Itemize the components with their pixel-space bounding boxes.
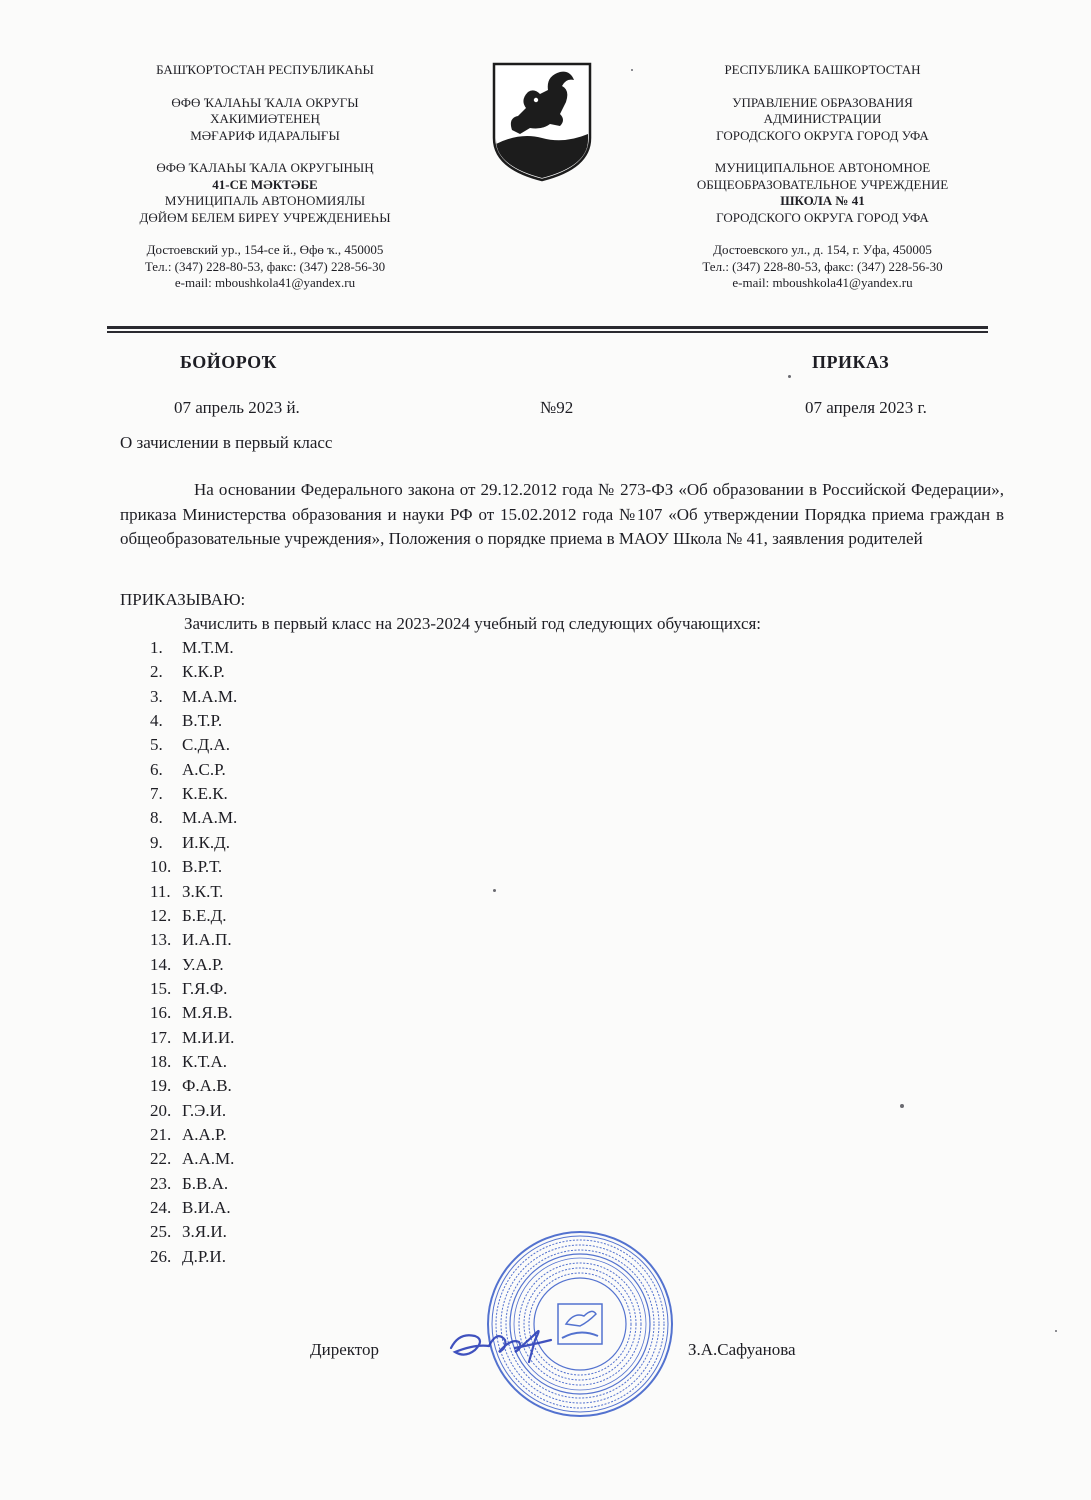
list-item-name: М.А.М. [182, 808, 238, 828]
list-item-name: А.С.Р. [182, 759, 226, 779]
header-left-line: МӘҒАРИФ ИДАРАЛЫҒЫ [190, 127, 340, 143]
header-right-line: МУНИЦИПАЛЬНОЕ АВТОНОМНОЕ [714, 160, 931, 175]
list-item-number: 3. [150, 686, 163, 706]
list-item-name: Д.Р.И. [182, 1246, 226, 1266]
order-number: №92 [540, 398, 574, 417]
header-divider-thick [107, 326, 988, 329]
list-item-number: 5. [150, 735, 163, 755]
list-item-name: М.А.М. [182, 686, 238, 706]
header-left-line: 41-СЕ МӘКТӘБЕ [212, 176, 318, 192]
list-item-name: В.Т.Р. [182, 711, 223, 731]
order-date-bashkir: 07 апрель 2023 й. [174, 398, 300, 417]
header-left-spacer [110, 226, 420, 242]
list-item-number: 10. [150, 857, 172, 877]
list-item-name: В.И.А. [182, 1198, 231, 1218]
list-item-name: З.Я.И. [182, 1222, 227, 1242]
header-right-line: Достоевского ул., д. 154, г. Уфа, 450005 [713, 242, 932, 257]
list-item-number: 16. [150, 1003, 172, 1023]
list-item-number: 20. [150, 1100, 172, 1120]
list-item-name: З.К.Т. [182, 881, 224, 901]
list-item-name: К.Т.А. [182, 1051, 228, 1071]
scan-speck [1055, 1330, 1057, 1332]
list-item-name: К.Е.К. [182, 784, 228, 804]
list-item-name: А.А.Р. [182, 1125, 227, 1144]
header-right-line: Тел.: (347) 228-80-53, факс: (347) 228-56-30 [702, 258, 943, 274]
list-item-name: Б.В.А. [182, 1173, 229, 1193]
header-left-line: БАШҠОРТОСТАН РЕСПУБЛИКАҺЫ [156, 62, 374, 77]
list-item-number: 21. [150, 1125, 172, 1144]
header-right-spacer [665, 226, 980, 242]
order-title-bashkir: БОЙОРОҠ [180, 352, 278, 372]
list-item-name: М.Т.М. [182, 638, 234, 657]
header-left-line: ДӨЙӨМ БЕЛЕМ БИРЕҮ УЧРЕЖДЕНИЕҺЫ [139, 209, 391, 225]
header-right-block [665, 62, 980, 292]
list-item-name: М.И.И. [182, 1027, 235, 1047]
header-left-line: ХАКИМИӘТЕНЕҢ [210, 111, 320, 126]
header-right-line: АДМИНИСТРАЦИИ [763, 111, 882, 126]
scan-speck [900, 1104, 904, 1108]
ufa-coat-of-arms-icon [490, 60, 594, 182]
order-basis-paragraph: На основании Федерального закона от 29.12.2012 года № 273-ФЗ «Об образовании в Российской Федерации», приказа Министерства образования и науки РФ от 15.02.2012 года №107 «Об утверждении Порядка приема граждан в общеобразовательные учреждения», Положения о порядке приема в МАОУ Школа № 41, заявления родителей [120, 480, 1004, 548]
header-divider-thin [107, 331, 988, 333]
header-left-line: ӨФӨ ҠАЛАҺЫ ҠАЛА ОКРУГЫ [171, 94, 359, 110]
header-left-line: МУНИЦИПАЛЬ АВТОНОМИЯЛЫ [164, 193, 366, 208]
list-item-name: Б.Е.Д. [182, 905, 227, 925]
list-item-number: 14. [150, 954, 172, 974]
list-item-number: 22. [150, 1149, 172, 1169]
list-item-number: 1. [150, 638, 163, 657]
list-item-name: Г.Я.Ф. [182, 978, 228, 998]
list-item-number: 6. [150, 759, 163, 779]
list-item-number: 2. [150, 662, 163, 682]
list-item-number: 8. [150, 808, 163, 828]
header-right-line: ГОРОДСКОГО ОКРУГА ГОРОД УФА [716, 209, 929, 225]
list-item-number: 19. [150, 1076, 172, 1096]
list-item-name: И.А.П. [182, 930, 232, 950]
header-right-line: РЕСПУБЛИКА БАШКОРТОСТАН [724, 62, 921, 77]
header-right-spacer [665, 144, 980, 160]
list-item-number: 13. [150, 930, 172, 950]
header-right-line: ШКОЛА № 41 [780, 193, 865, 208]
list-item-name: У.А.Р. [182, 954, 224, 974]
list-item-number: 25. [150, 1222, 172, 1242]
list-item-name: А.А.М. [182, 1149, 235, 1169]
list-item-name: Ф.А.В. [182, 1076, 232, 1096]
order-word: ПРИКАЗЫВАЮ: [120, 590, 246, 609]
list-item-name: И.К.Д. [182, 832, 230, 852]
scan-speck [493, 889, 496, 892]
header-left-block [110, 62, 420, 292]
list-item-number: 9. [150, 832, 163, 852]
director-signature [445, 1318, 555, 1370]
header-right-line: УПРАВЛЕНИЕ ОБРАЗОВАНИЯ [732, 94, 913, 110]
list-item-number: 23. [150, 1173, 172, 1193]
header-left-spacer [110, 144, 420, 160]
list-item-name: М.Я.В. [182, 1003, 233, 1023]
header-right-line: ГОРОДСКОГО ОКРУГА ГОРОД УФА [716, 127, 929, 143]
header-left-spacer [110, 79, 420, 95]
list-item-number: 15. [150, 978, 172, 998]
list-item-number: 7. [150, 784, 163, 804]
order-instruction: Зачислить в первый класс на 2023-2024 учебный год следующих обучающихся: [184, 614, 762, 633]
list-item-number: 26. [150, 1246, 172, 1266]
header-left-line: e-mail: mboushkola41@yandex.ru [174, 275, 356, 290]
order-subject: О зачислении в первый класс [120, 433, 333, 452]
list-item-number: 4. [150, 711, 163, 731]
list-item-number: 24. [150, 1198, 172, 1218]
order-date-russian: 07 апреля 2023 г. [805, 398, 927, 417]
list-item-name: К.К.Р. [182, 662, 225, 682]
list-item-number: 12. [150, 905, 172, 925]
header-right-spacer [665, 79, 980, 95]
list-item-number: 18. [150, 1051, 172, 1071]
signer-name: З.А.Сафуанова [688, 1340, 796, 1359]
header-left-line: Тел.: (347) 228-80-53, факс: (347) 228-56-30 [144, 258, 386, 274]
order-title-russian: ПРИКАЗ [812, 352, 890, 372]
list-item-name: В.Р.Т. [182, 857, 223, 877]
list-item-number: 17. [150, 1027, 172, 1047]
header-right-line: ОБЩЕОБРАЗОВАТЕЛЬНОЕ УЧРЕЖДЕНИЕ [696, 176, 949, 192]
list-item-name: С.Д.А. [182, 735, 230, 755]
scan-speck [788, 375, 791, 378]
header-left-line: ӨФӨ ҠАЛАҺЫ ҠАЛА ОКРУГЫНЫҢ [156, 160, 374, 175]
header-left-line: Достоевский ур., 154-се й., Өфө ҡ., 450005 [146, 242, 384, 257]
signer-title: Директор [310, 1340, 379, 1359]
list-item-name: Г.Э.И. [182, 1100, 227, 1120]
list-item-number: 11. [150, 881, 171, 901]
scan-speck [631, 69, 633, 71]
header-right-line: e-mail: mboushkola41@yandex.ru [732, 275, 913, 290]
